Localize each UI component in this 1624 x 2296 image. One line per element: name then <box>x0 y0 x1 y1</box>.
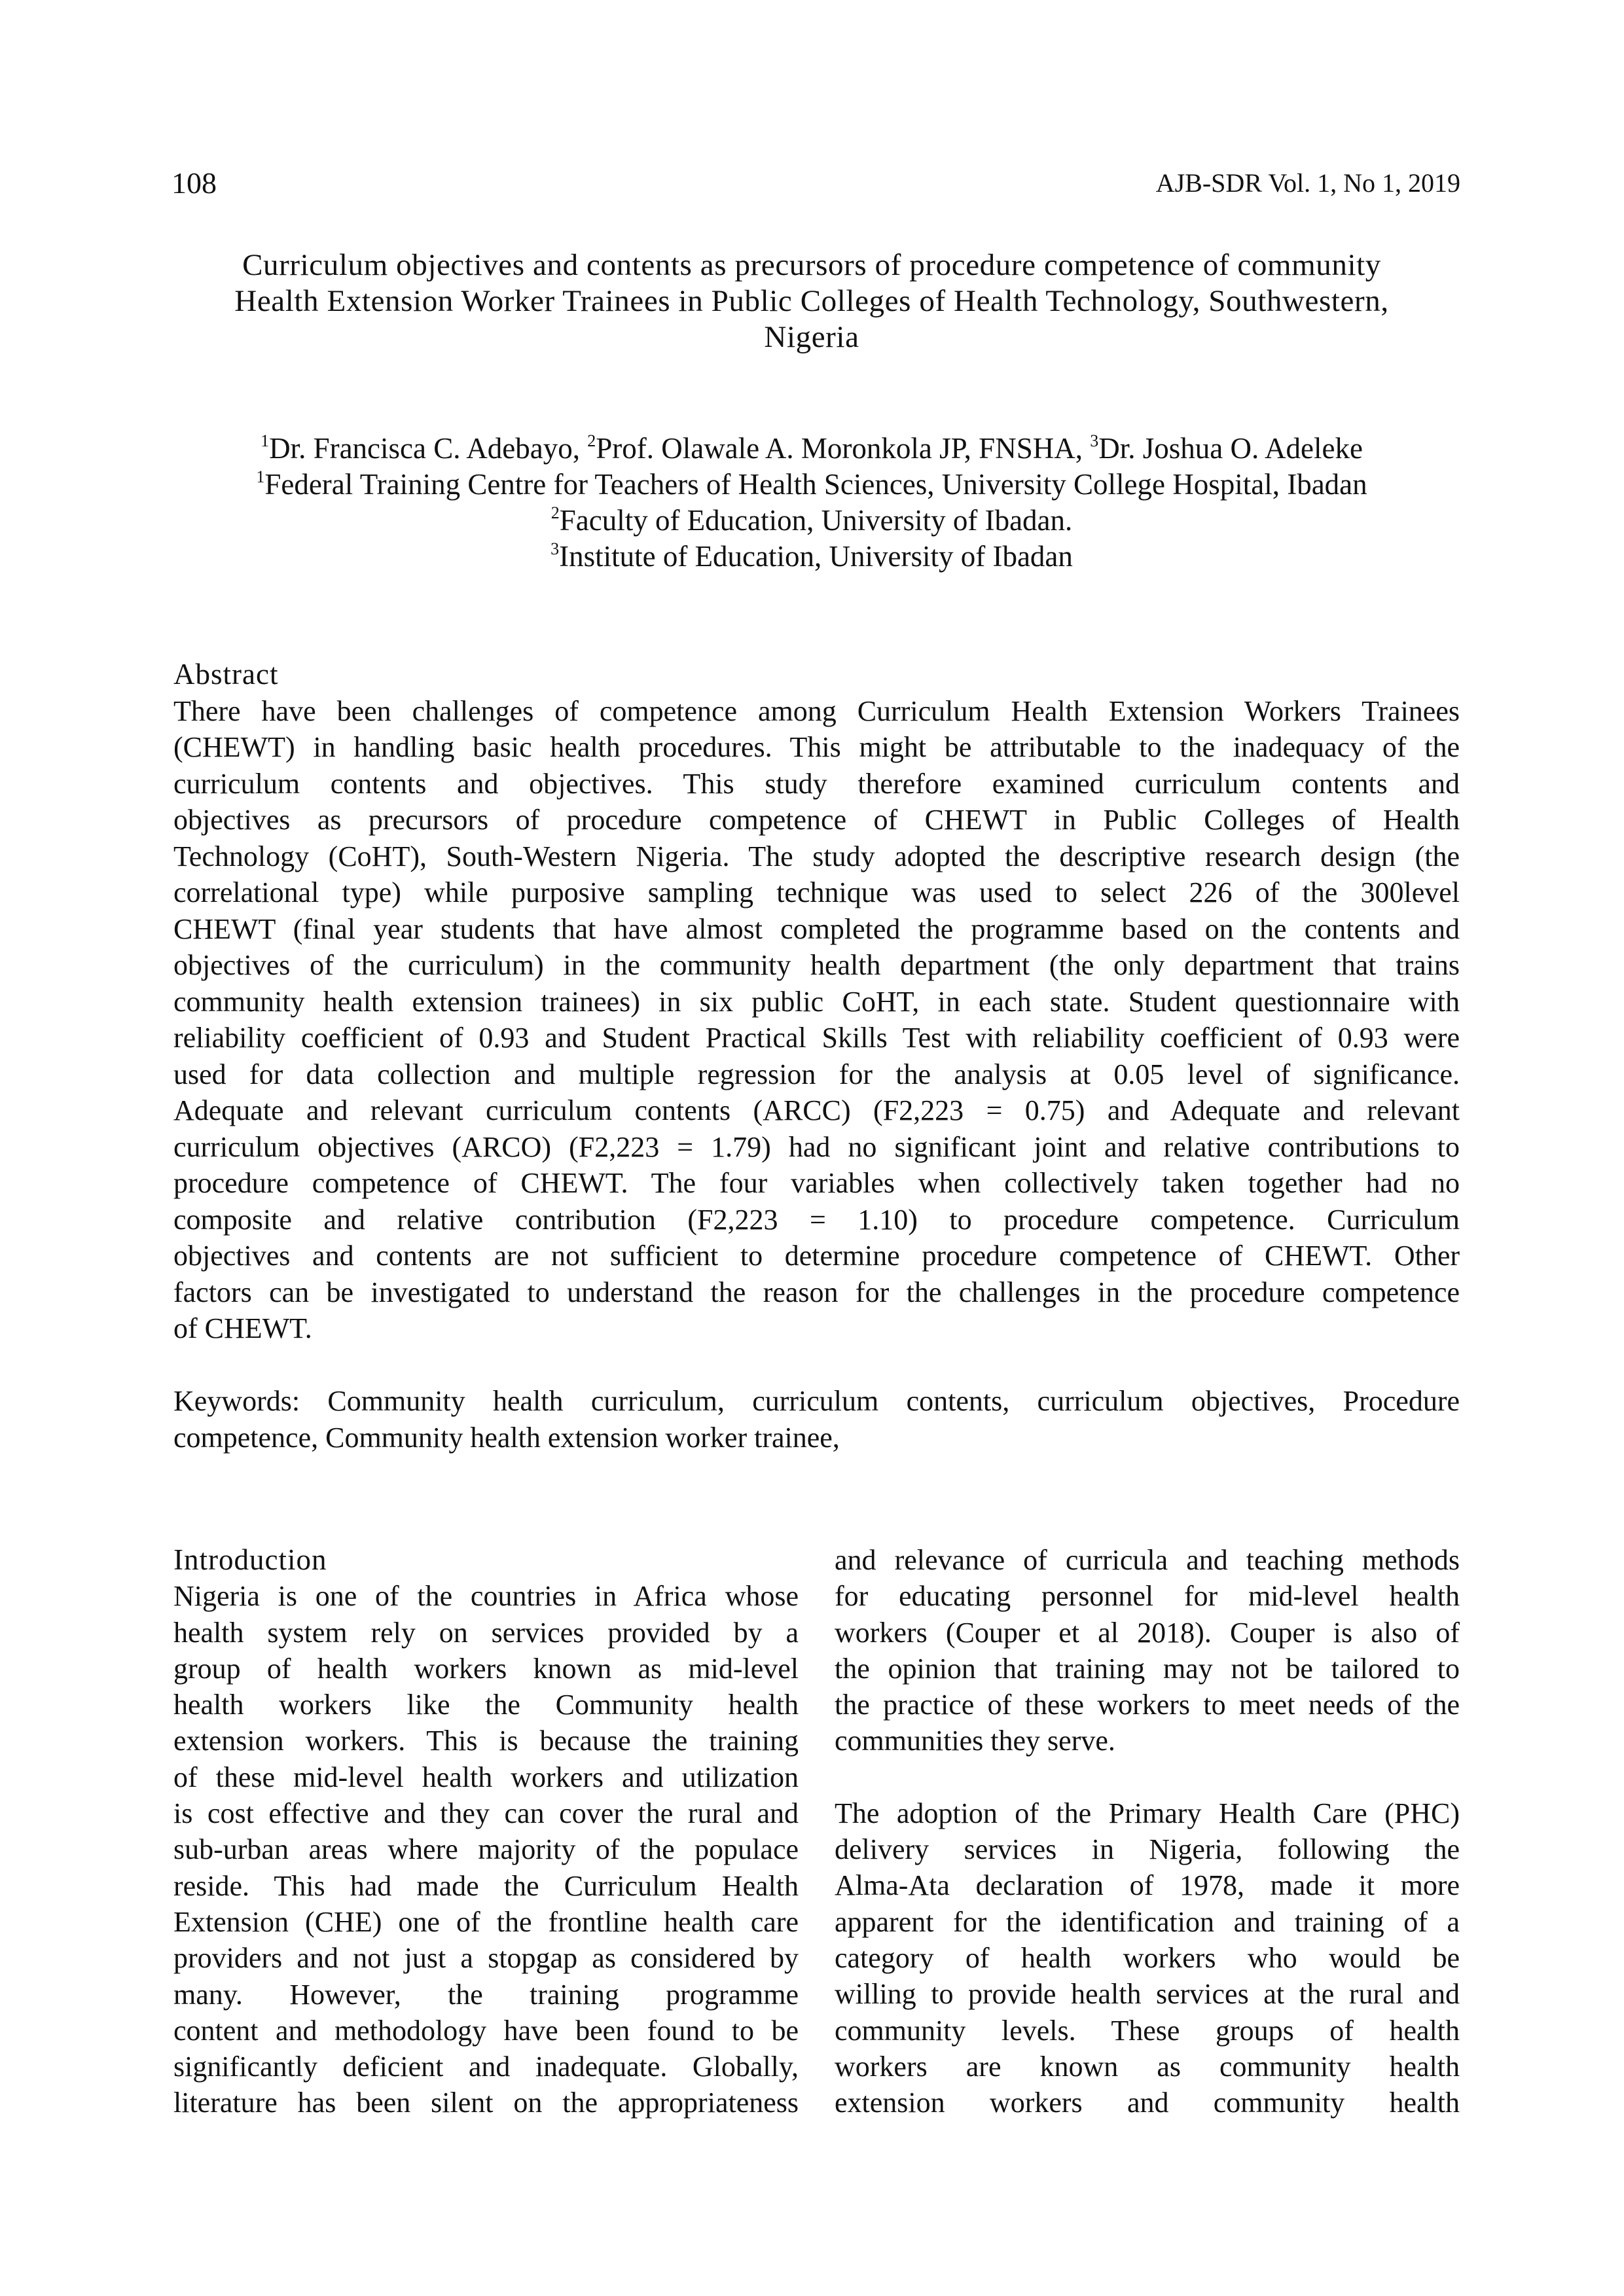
text-line: category of health workers who would be <box>835 1941 1460 1974</box>
affiliation <box>164 467 1460 503</box>
author-name: Prof. Olawale A. Moronkola JP, FNSHA, <box>596 432 1091 465</box>
text-line: used for data collection and multiple regression for the analysis at 0.05 level of significance. <box>173 1058 1460 1090</box>
text-line: curriculum contents and objectives. This study therefore examined curriculum contents and <box>173 767 1460 800</box>
text-line: literature has been silent on the appropriateness <box>173 2087 799 2119</box>
introduction-heading: Introduction <box>173 1543 327 1576</box>
title-line: Curriculum objectives and contents as precursors of procedure competence of community <box>242 248 1381 282</box>
text-line: reside. This had made the Curriculum Health <box>173 1869 799 1902</box>
text-line: content and methodology have been found to be <box>173 2014 799 2047</box>
affiliation-text: Faculty of Education, University of Ibadan. <box>559 504 1073 537</box>
keywords-section <box>173 1383 1460 1456</box>
text-line: providers and not just a stopgap as considered by <box>173 1942 799 1975</box>
text-line: Technology (CoHT), South-Western Nigeria. The study adopted the descriptive research design (the <box>173 840 1460 872</box>
intro-right-paragraph-2 <box>835 1795 1460 2121</box>
text-line: The adoption of the Primary Health Care (PHC) <box>835 1797 1460 1829</box>
text-line: Nigeria is one of the countries in Africa whose <box>173 1580 799 1613</box>
text-line: many. However, the training programme <box>173 1978 799 2011</box>
text-line: Keywords: Community health curriculum, curriculum contents, curriculum objectives, Procedure <box>173 1385 1460 1417</box>
text-line: composite and relative contribution (F2,223 = 1.10) to procedure competence. Curriculum <box>173 1203 1460 1236</box>
author-name: Dr. Francisca C. Adebayo, <box>269 432 588 465</box>
text-line: reliability coefficient of 0.93 and Student Practical Skills Test with reliability coefficient of 0.93 were <box>173 1022 1460 1054</box>
paper-title <box>164 247 1460 355</box>
text-line: group of health workers known as mid-level <box>173 1652 799 1685</box>
text-line: the opinion that training may not be tailored to <box>835 1652 1460 1685</box>
keywords-body <box>173 1383 1460 1456</box>
text-line: community health extension trainees) in six public CoHT, in each state. Student questionnaire with <box>173 985 1460 1018</box>
intro-column-right <box>835 1542 1460 2121</box>
author-sup: 2 <box>587 431 596 450</box>
text-line: Extension (CHE) one of the frontline health care <box>173 1905 799 1938</box>
text-line: the practice of these workers to meet needs of the <box>835 1689 1460 1721</box>
author-block <box>164 431 1460 575</box>
affiliation <box>164 539 1460 575</box>
title-line: Health Extension Worker Trainees in Public Colleges of Health Technology, Southwestern, <box>234 284 1389 318</box>
text-line: willing to provide health services at the rural and <box>835 1978 1460 2011</box>
text-line: health system rely on services provided by a <box>173 1616 799 1649</box>
text-line: workers are known as community health <box>835 2050 1460 2083</box>
text-line: for educating personnel for mid-level health <box>835 1580 1460 1613</box>
text-line: community levels. These groups of health <box>835 2014 1460 2047</box>
text-line: objectives of the curriculum) in the community health department (the only department that trains <box>173 949 1460 981</box>
text-line: sub-urban areas where majority of the populace <box>173 1833 799 1866</box>
text-line: health workers like the Community health <box>173 1689 799 1721</box>
affiliation-sup: 2 <box>550 503 560 522</box>
title-line: Nigeria <box>764 320 859 354</box>
text-line: curriculum objectives (ARCO) (F2,223 = 1.79) had no significant joint and relative contributions to <box>173 1130 1460 1163</box>
text-line: CHEWT (final year students that have almost completed the programme based on the contents and <box>173 912 1460 945</box>
abstract-heading: Abstract <box>173 658 279 691</box>
text-line: is cost effective and they can cover the rural and <box>173 1797 799 1830</box>
affiliation-sup: 3 <box>550 539 560 558</box>
text-line: Alma-Ata declaration of 1978, made it more <box>835 1869 1460 1902</box>
abstract-section <box>173 656 1460 1347</box>
affiliation <box>164 503 1460 539</box>
text-line-last: competence, Community health extension worker trainee, <box>173 1421 840 1454</box>
author-list <box>164 431 1460 467</box>
affiliation-text: Institute of Education, University of Ibadan <box>559 540 1073 573</box>
text-line: factors can be investigated to understand the reason for the challenges in the procedure competence <box>173 1276 1460 1308</box>
text-line: extension workers and community health <box>835 2087 1460 2119</box>
page-number: 108 <box>171 166 217 200</box>
abstract-body <box>173 693 1460 1347</box>
text-line: apparent for the identification and training of a <box>835 1905 1460 1938</box>
text-line: objectives and contents are not sufficient to determine procedure competence of CHEWT. Other <box>173 1240 1460 1272</box>
journal-reference: AJB-SDR Vol. 1, No 1, 2019 <box>1155 168 1460 198</box>
paragraph-gap <box>835 1759 1460 1795</box>
text-line: delivery services in Nigeria, following the <box>835 1833 1460 1866</box>
text-line: (CHEWT) in handling basic health procedures. This might be attributable to the inadequacy of the <box>173 731 1460 763</box>
text-line: significantly deficient and inadequate. Globally, <box>173 2051 799 2083</box>
text-line: Adequate and relevant curriculum contents (ARCC) (F2,223 = 0.75) and Adequate and relevant <box>173 1094 1460 1126</box>
text-line-last: of CHEWT. <box>173 1312 312 1344</box>
affiliation-sup: 1 <box>256 467 265 486</box>
affiliation-text: Federal Training Centre for Teachers of Health Sciences, University College Hospital, Ibadan <box>264 468 1367 501</box>
intro-right-paragraph-1 <box>835 1542 1460 1759</box>
intro-column-left <box>173 1542 799 2121</box>
text-line: workers (Couper et al 2018). Couper is also of <box>835 1616 1460 1649</box>
intro-left-text <box>173 1578 799 2121</box>
author-sup: 3 <box>1090 431 1099 450</box>
author-name: Dr. Joshua O. Adeleke <box>1098 432 1363 465</box>
text-line-last: communities they serve. <box>835 1725 1115 1757</box>
author-sup: 1 <box>261 431 270 450</box>
text-line: extension workers. This is because the training <box>173 1725 799 1757</box>
text-line: There have been challenges of competence among Curriculum Health Extension Workers Trainees <box>173 694 1460 727</box>
text-line: procedure competence of CHEWT. The four variables when collectively taken together had no <box>173 1167 1460 1199</box>
text-line: and relevance of curricula and teaching methods <box>835 1544 1460 1576</box>
text-line: objectives as precursors of procedure competence of CHEWT in Public Colleges of Health <box>173 804 1460 836</box>
text-line: correlational type) while purposive sampling technique was used to select 226 of the 300level <box>173 876 1460 908</box>
text-line: of these mid-level health workers and utilization <box>173 1761 799 1793</box>
